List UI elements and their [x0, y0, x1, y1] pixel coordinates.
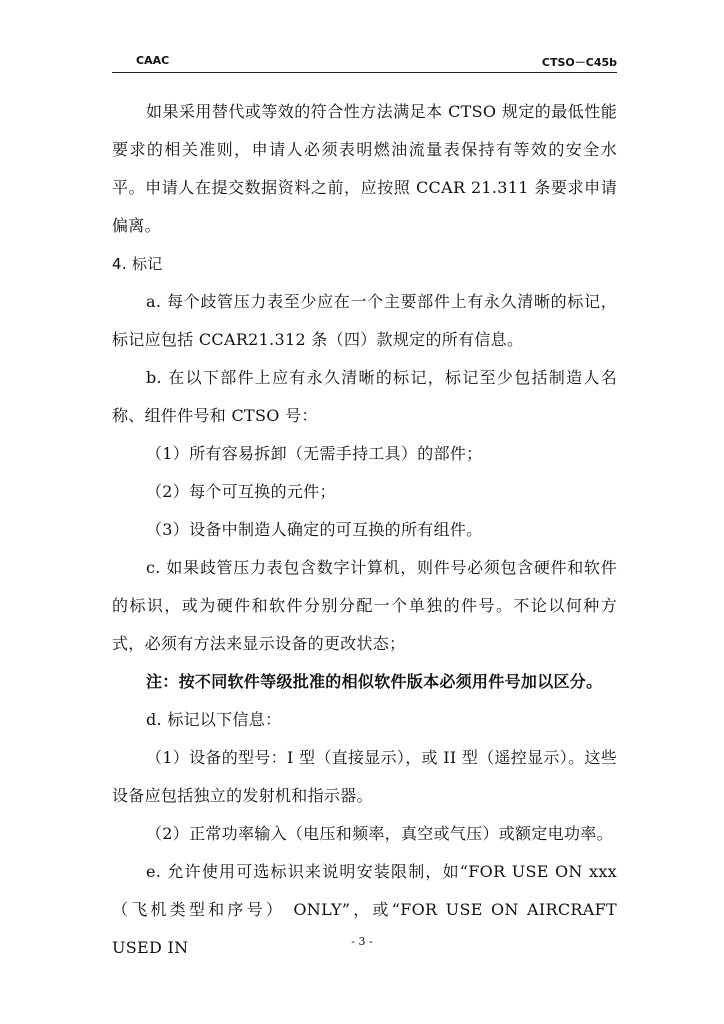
- paragraph-item-e: e. 允许使用可选标识来说明安装限制，如“FOR USE ON xxx（飞机类型和序号） ONLY”，或“FOR USE ON AIRCRAFT USED IN: [112, 862, 617, 957]
- paragraph-item-b1: （1）所有容易拆卸（无需手持工具）的部件；: [146, 444, 483, 463]
- paragraph-item-b2: （2）每个可互换的元件；: [146, 482, 336, 501]
- page-number: - 3 -: [351, 935, 373, 948]
- section-heading-marking: 4. 标记: [112, 255, 163, 273]
- paragraph-alternative-compliance: 如果采用替代或等效的符合性方法满足本 CTSO 规定的最低性能要求的相关准则，申请人必须表明燃油流量表保持有等效的安全水平。申请人在提交数据资料之前，应按照 CCAR 21.311 条要求申请偏离。: [112, 102, 617, 235]
- page-header: [112, 52, 617, 73]
- header-doc-number: CTSO－C45b: [541, 56, 617, 69]
- paragraph-item-b3: （3）设备中制造人确定的可互换的所有组件。: [146, 520, 483, 539]
- paragraph-note: 注：按不同软件等级批准的相似软件版本必须用件号加以区分。: [146, 672, 603, 691]
- document-body: [112, 93, 617, 967]
- paragraph-item-c: c. 如果歧管压力表包含数字计算机，则件号必须包含硬件和软件的标识，或为硬件和软件分别分配一个单独的件号。不论以何种方式，必须有方法来显示设备的更改状态；: [112, 558, 617, 653]
- paragraph-item-d: d. 标记以下信息：: [146, 710, 282, 729]
- paragraph-item-b: b. 在以下部件上应有永久清晰的标记，标记至少包括制造人名称、组件件号和 CTSO 号：: [112, 368, 617, 425]
- paragraph-item-d1: （1）设备的型号：I 型（直接显示），或 II 型（遥控显示）。这些设备应包括独立的发射机和指示器。: [112, 748, 617, 805]
- paragraph-item-a: a. 每个歧管压力表至少应在一个主要部件上有永久清晰的标记，标记应包括 CCAR21.312 条（四）款规定的所有信息。: [112, 292, 617, 349]
- paragraph-item-d2: （2）正常功率输入（电压和频率，真空或气压）或额定电功率。: [146, 824, 613, 843]
- header-org: CAAC: [136, 54, 170, 67]
